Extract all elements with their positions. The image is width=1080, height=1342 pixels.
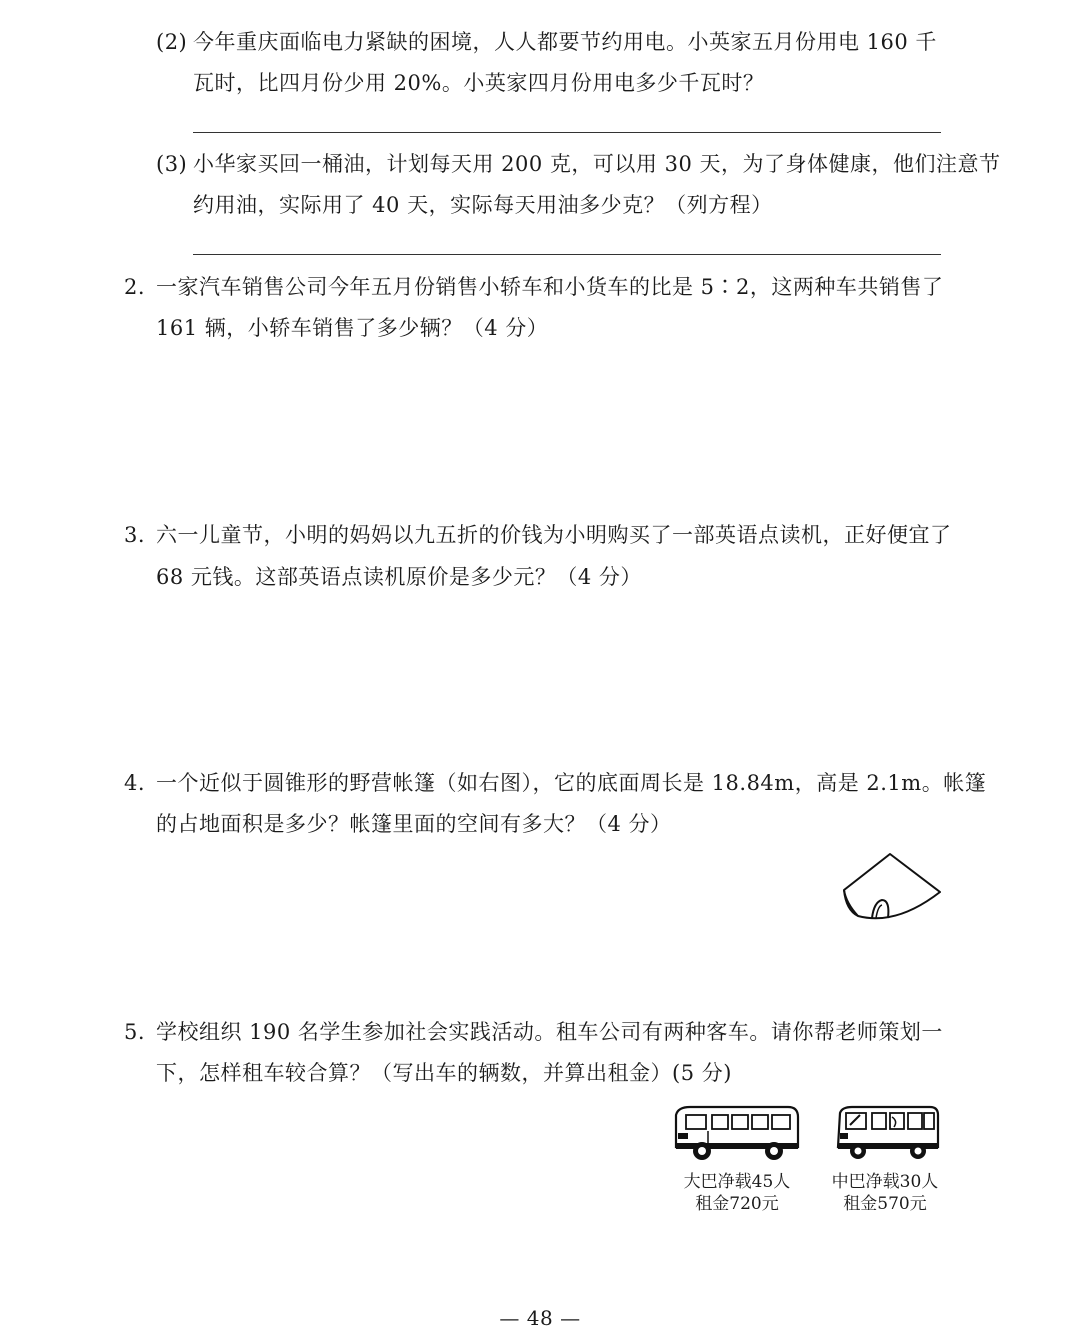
question-5-number: 5. bbox=[124, 1020, 146, 1044]
big-bus-rent: 租金720元 bbox=[695, 1194, 779, 1214]
question-1-2-label: (2) bbox=[156, 30, 188, 54]
question-3-number: 3. bbox=[124, 523, 146, 547]
question-2-number: 2. bbox=[124, 275, 146, 299]
question-1-3-line2: 约用油，实际用了 40 天，实际每天用油多少克？（列方程） bbox=[193, 193, 773, 217]
page-number: — 48 — bbox=[499, 1306, 581, 1330]
big-bus-capacity: 大巴净载45人 bbox=[683, 1172, 791, 1192]
question-2-line2: 161 辆，小轿车销售了多少辆？（4 分） bbox=[156, 316, 549, 340]
question-5-line2: 下，怎样租车较合算？（写出车的辆数，并算出租金）(5 分) bbox=[156, 1061, 732, 1085]
question-4-line1: 一个近似于圆锥形的野营帐篷（如右图），它的底面周长是 18.84m，高是 2.1m。帐篷 bbox=[156, 771, 987, 795]
question-2-line1: 一家汽车销售公司今年五月份销售小轿车和小货车的比是 5∶2，这两种车共销售了 bbox=[156, 275, 944, 299]
question-3-line1: 六一儿童节，小明的妈妈以九五折的价钱为小明购买了一部英语点读机，正好便宜了 bbox=[156, 523, 952, 547]
tent-cone-icon bbox=[836, 848, 946, 928]
question-1-2-line2: 瓦时，比四月份少用 20%。小英家四月份用电多少千瓦时？ bbox=[193, 71, 765, 95]
big-bus-icon bbox=[668, 1103, 802, 1165]
answer-line-1-3 bbox=[193, 254, 941, 255]
mid-bus-capacity: 中巴净载30人 bbox=[831, 1172, 939, 1192]
mid-bus-icon bbox=[830, 1103, 942, 1165]
question-4-line2: 的占地面积是多少？帐篷里面的空间有多大？（4 分） bbox=[156, 812, 672, 836]
question-5-line1: 学校组织 190 名学生参加社会实践活动。租车公司有两种客车。请你帮老师策划一 bbox=[156, 1020, 943, 1044]
mid-bus-rent: 租金570元 bbox=[843, 1194, 927, 1214]
question-1-3-line1: 小华家买回一桶油，计划每天用 200 克，可以用 30 天，为了身体健康，他们注意节 bbox=[193, 152, 1001, 176]
question-1-3-label: (3) bbox=[156, 152, 188, 176]
answer-line-1-2 bbox=[193, 132, 941, 133]
question-4-number: 4. bbox=[124, 771, 146, 795]
question-3-line2: 68 元钱。这部英语点读机原价是多少元？（4 分） bbox=[156, 565, 642, 589]
question-1-2-line1: 今年重庆面临电力紧缺的困境，人人都要节约用电。小英家五月份用电 160 千 bbox=[193, 30, 937, 54]
